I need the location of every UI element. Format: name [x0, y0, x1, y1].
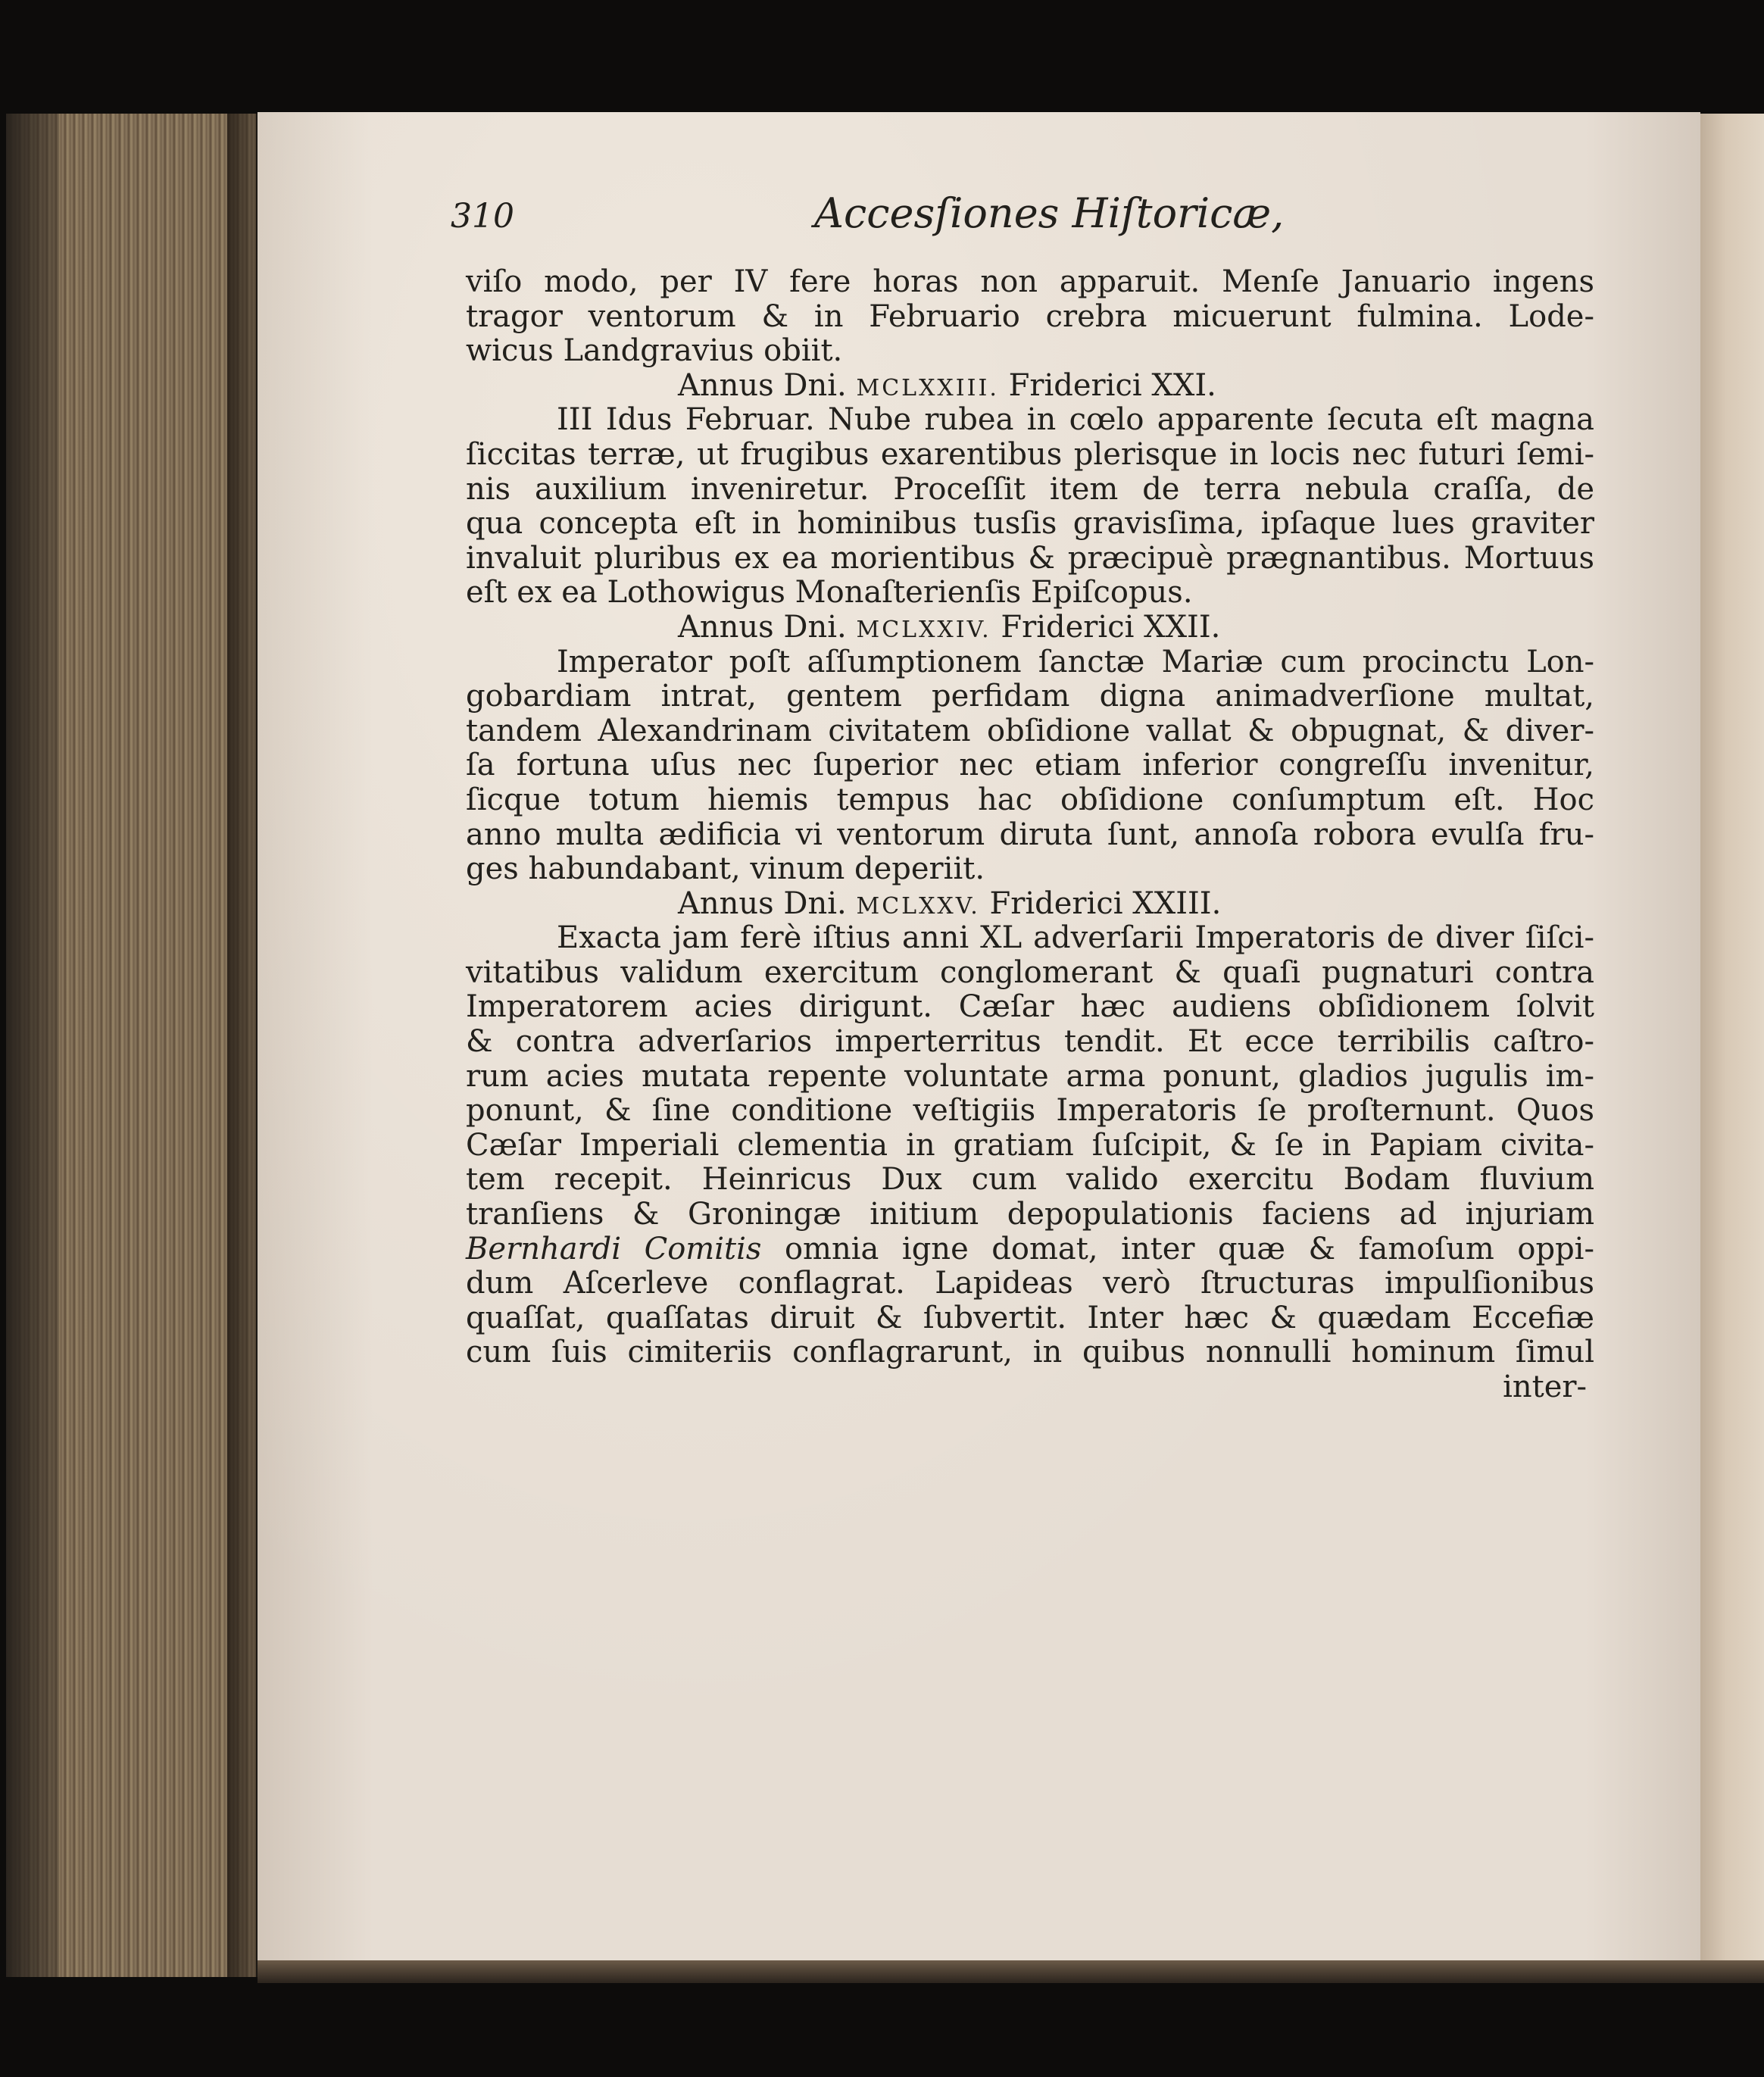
year-prefix: Annus Dni. — [678, 609, 847, 645]
text-line: viſo modo, per IV fere horas non apparuit. Menſe Januario ingens — [466, 264, 1594, 299]
text-line: nis auxilium inveniretur. Proceſſit item de terra nebula craſſa, de — [466, 471, 1594, 507]
text-line: ſiccitas terræ, ut frugibus exarentibus plerisque in locis nec futuri ſemi- — [466, 436, 1594, 472]
year-roman: MCLXXIV. — [856, 616, 991, 643]
page-content — [451, 182, 1594, 1405]
text-line: ges habundabant, vinum deperiit. — [466, 851, 985, 887]
text-line: invaluit pluribus ex ea morientibus & præcipuè prægnantibus. Mortuus — [466, 540, 1594, 576]
year-prefix: Annus Dni. — [678, 367, 847, 403]
text-line: tem recepit. Heinricus Dux cum valido exercitu Bodam fluvium — [466, 1162, 1594, 1198]
year-prefix: Annus Dni. — [678, 885, 847, 921]
running-title: Accesſiones Hiſtoricæ, — [814, 189, 1285, 237]
text-line: rum acies mutata repente voluntate arma ponunt, gladios jugulis im- — [466, 1058, 1594, 1094]
text-line: tranſiens & Groningæ initium depopulationis faciens ad injuriam — [466, 1197, 1594, 1232]
text-line: dum Aſcerleve conflagrat. Lapideas verò ſtructuras impulſionibus — [466, 1266, 1594, 1301]
text-line — [466, 1232, 1594, 1267]
year-heading — [466, 611, 1594, 645]
text-line: eſt ex ea Lothowigus Monaſterienſis Epiſcopus. — [466, 575, 1193, 611]
text-line: Imperator poſt aſſumptionem ſanctæ Mariæ cum procinctu Lon- — [557, 644, 1594, 679]
year-roman: MCLXXV. — [856, 892, 980, 920]
text-line: gobardiam intrat, gentem perfidam digna animadverſione multat, — [466, 679, 1594, 714]
text-line: quaſſat, quaſſatas diruit & ſubvertit. Inter hæc & quædam Eccefiæ — [466, 1300, 1594, 1335]
running-head — [451, 182, 1594, 258]
text-line: & contra adverſarios imperterritus tendit. Et ecce terribilis caſtro- — [466, 1024, 1594, 1060]
text-line: Exacta jam ferè iſtius anni XL adverſarii Imperatoris de diver ſiſci- — [557, 920, 1594, 956]
year-reign: Friderici XXI. — [1008, 367, 1216, 403]
year-roman: MCLXXIII. — [856, 374, 999, 401]
page-number: 310 — [451, 197, 514, 236]
year-reign: Friderici XXIII. — [989, 885, 1222, 921]
year-heading — [466, 369, 1594, 404]
bottom-edge — [258, 1960, 1764, 1983]
facing-page-edge — [1700, 114, 1764, 1962]
italic-name: Bernhardi Comitis — [466, 1231, 762, 1267]
catchword: inter- — [1503, 1370, 1587, 1404]
text-line: III Idus Februar. Nube rubea in cœlo apparente ſecuta eſt magna — [557, 402, 1594, 438]
text-line: anno multa ædificia vi ventorum diruta ſunt, annoſa robora evulſa fru- — [466, 817, 1594, 852]
year-heading — [466, 887, 1594, 922]
text-line: ponunt, & ſine conditione veſtigiis Imperatoris ſe proſternunt. Quos — [466, 1093, 1594, 1129]
page-edges — [6, 114, 256, 1977]
text-line: Cæſar Imperiali clementia in gratiam ſuſcipit, & ſe in Papiam civita- — [466, 1127, 1594, 1163]
text-line: Imperatorem acies dirigunt. Cæſar hæc audiens obſidionem ſolvit — [466, 989, 1594, 1025]
text-line: vitatibus validum exercitum conglomerant & quaſi pugnaturi contra — [466, 954, 1594, 990]
text-line: tandem Alexandrinam civitatem obſidione vallat & obpugnat, & diver- — [466, 713, 1594, 748]
text-line: cum ſuis cimiteriis conflagrarunt, in quibus nonnulli hominum ſimul — [466, 1335, 1594, 1370]
text-line: tragor ventorum & in Februario crebra micuerunt fulmina. Lode- — [466, 298, 1594, 334]
year-reign: Friderici XXII. — [1001, 609, 1221, 645]
text-line: wicus Landgravius obiit. — [466, 333, 843, 369]
text-line: ſa fortuna uſus nec ſuperior nec etiam inferior congreſſu invenitur, — [466, 748, 1594, 783]
line-rest: omnia igne domat, inter quæ & famoſum oppi- — [761, 1231, 1594, 1267]
text-line: qua concepta eſt in hominibus tusſis gravisſima, ipſaque lues graviter — [466, 506, 1594, 542]
text-line: ſicque totum hiemis tempus hac obſidione conſumptum eſt. Hoc — [466, 782, 1594, 817]
